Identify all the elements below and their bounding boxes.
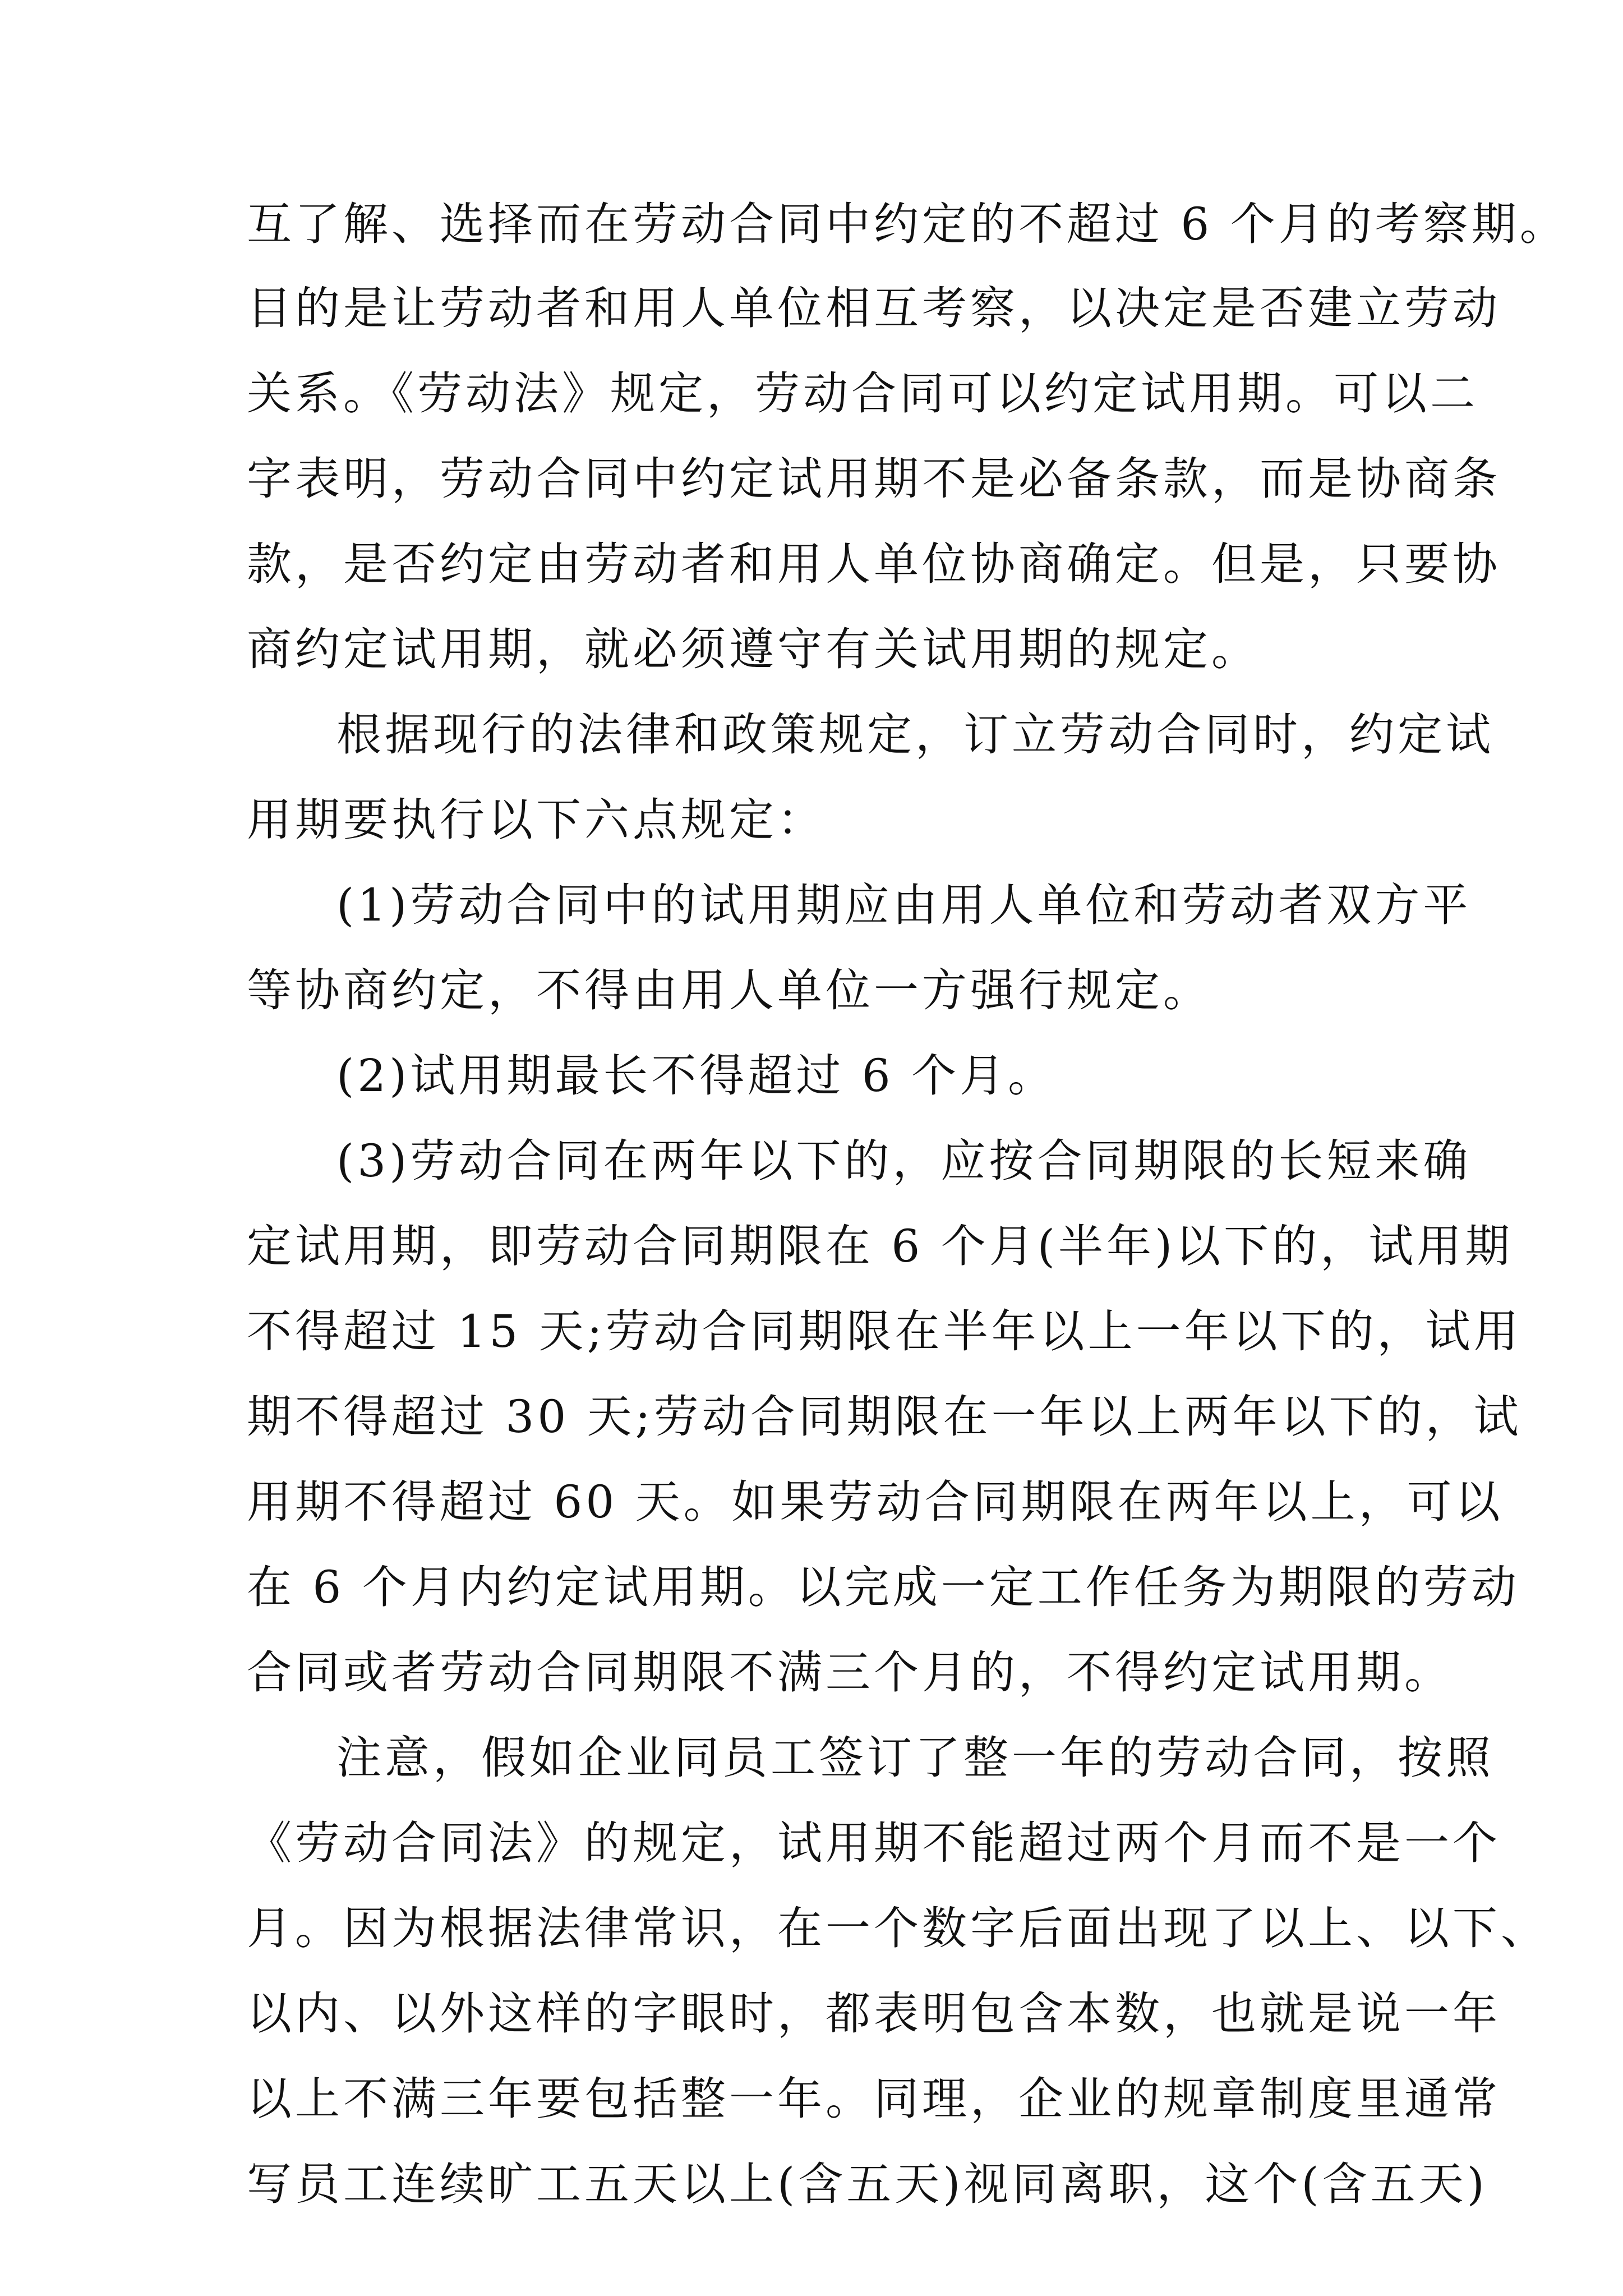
list-item-2: (2)试用期最长不得超过 6 个月。 bbox=[336, 1050, 1057, 1102]
text-line: 目的是让劳动者和用人单位相互考察，以决定是否建立劳动 bbox=[247, 282, 1501, 334]
text-line: 写员工连续旷工五天以上(含五天)视同离职，这个(含五天) bbox=[247, 2158, 1488, 2210]
paragraph-first-line: 根据现行的法律和政策规定，订立劳动合同时，约定试 bbox=[336, 708, 1494, 761]
text-line: 期不得超过 30 天;劳动合同期限在一年以上两年以下的，试 bbox=[247, 1391, 1522, 1443]
text-line: 等协商约定，不得由用人单位一方强行规定。 bbox=[247, 964, 1211, 1016]
text-line: 定试用期，即劳动合同期限在 6 个月(半年)以下的，试用期 bbox=[247, 1220, 1514, 1272]
text-line: 在 6 个月内约定试用期。以完成一定工作任务为期限的劳动 bbox=[247, 1561, 1520, 1613]
text-line: 以上不满三年要包括整一年。同理，企业的规章制度里通常 bbox=[247, 2073, 1501, 2125]
text-line: 《劳动合同法》的规定，试用期不能超过两个月而不是一个 bbox=[247, 1817, 1501, 1869]
paragraph-first-line: 注意，假如企业同员工签订了整一年的劳动合同，按照 bbox=[336, 1732, 1494, 1784]
text-line: 用期要执行以下六点规定： bbox=[247, 794, 826, 846]
text-line: 不得超过 15 天;劳动合同期限在半年以上一年以下的，试用 bbox=[247, 1305, 1522, 1358]
text-line: 字表明，劳动合同中约定试用期不是必备条款，而是协商条 bbox=[247, 453, 1501, 505]
text-line: 月。因为根据法律常识，在一个数字后面出现了以上、以下、 bbox=[247, 1902, 1549, 1954]
text-line: 合同或者劳动合同期限不满三个月的，不得约定试用期。 bbox=[247, 1646, 1453, 1699]
text-line: 以内、以外这样的字眼时，都表明包含本数，也就是说一年 bbox=[247, 1987, 1501, 2040]
text-line: 用期不得超过 60 天。如果劳动合同期限在两年以上，可以 bbox=[247, 1476, 1504, 1528]
text-line: 互了解、选择而在劳动合同中约定的不超过 6 个月的考察期。 bbox=[247, 198, 1568, 250]
text-line: 商约定试用期，就必须遵守有关试用期的规定。 bbox=[247, 623, 1260, 675]
list-item-1-first-line: (1)劳动合同中的试用期应由用人单位和劳动者双方平 bbox=[336, 879, 1472, 931]
text-line: 关系。《劳动法》规定，劳动合同可以约定试用期。可以二 bbox=[247, 367, 1478, 420]
text-line: 款，是否约定由劳动者和用人单位协商确定。但是，只要协 bbox=[247, 538, 1501, 590]
list-item-3-first-line: (3)劳动合同在两年以下的，应按合同期限的长短来确 bbox=[336, 1135, 1472, 1187]
